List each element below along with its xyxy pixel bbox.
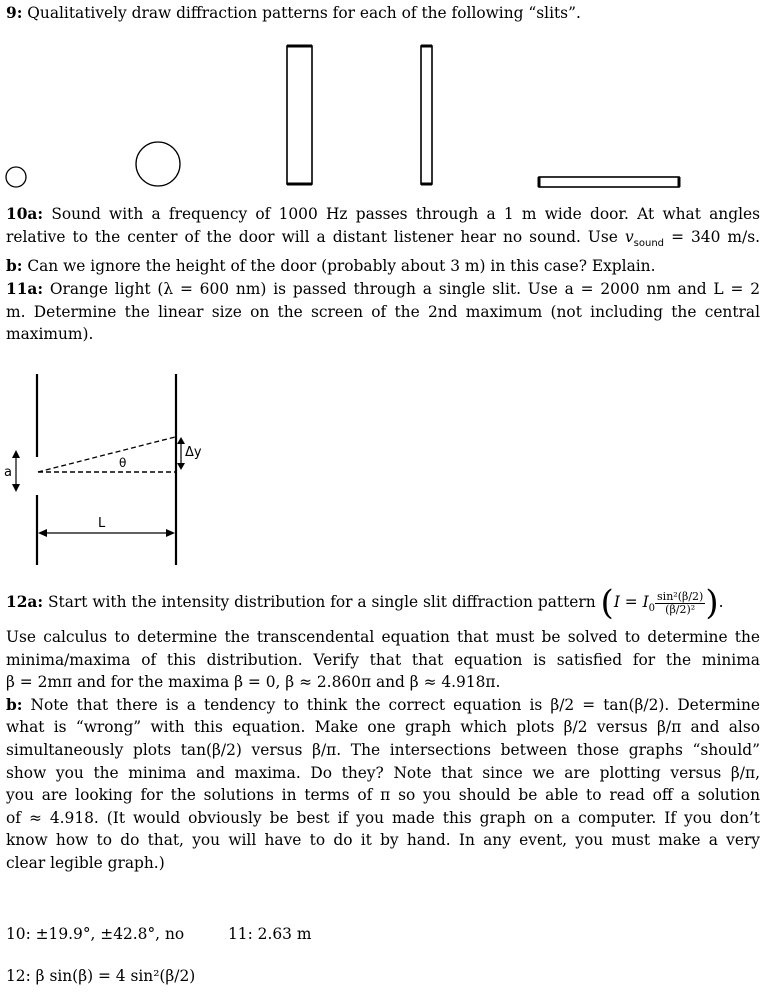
- small-circle-slit: [6, 167, 26, 187]
- answer-10-text: 10: ±19.9°, ±42.8°, no: [6, 925, 185, 943]
- answer-12-text: 12: β sin(β) = 4 sin²(β/2): [6, 967, 196, 985]
- intensity-fraction: [655, 591, 705, 616]
- problem-10a-line2-pre: relative to the center of the door will a distant listener hear no sound. Use: [6, 227, 618, 246]
- answer-11: [228, 923, 428, 946]
- problem-11: [6, 278, 760, 346]
- problem-11a-line3: maximum).: [6, 325, 94, 344]
- horizontal-slit: [539, 177, 679, 187]
- problem-12a-line4: β = 2mπ and for the maxima β = 0, β ≈ 2.860π and β ≈ 4.918π.: [6, 673, 501, 692]
- angle-dashed-line: [38, 437, 175, 472]
- formula-subscript: 0: [648, 603, 656, 615]
- label-L: L: [98, 516, 106, 531]
- problem-12b-line8: clear legible graph.): [6, 853, 165, 872]
- problem-9-text: Qualitatively draw diffraction patterns for each of the following “slits”.: [27, 4, 581, 22]
- problem-9-label: 9:: [6, 4, 23, 22]
- problem-12a-label: 12a:: [6, 593, 44, 611]
- problem-12a-line3: minima/maxima of this distribution. Verify that that equation is satisfied for the minima: [6, 650, 760, 669]
- problem-12b-line7: know how to do that, you will have to do it by hand. In any event, you must make a very: [6, 831, 760, 850]
- problem-12b-line1: Note that there is a tendency to think the correct equation is β/2 = tan(β/2). Determine: [30, 695, 760, 714]
- formula-end: .: [718, 593, 724, 611]
- problem-12-header: 12a: Start with the intensity distribution for a single slit diffraction pattern ($I = I_0$ $\frac{\text{sin²(β/2)}}{\text{(β/2)²}}$ ).: [6, 583, 724, 623]
- problem-10b-text: Can we ignore the height of the door (probably about 3 m) in this case? Explain.: [27, 257, 656, 276]
- single-slit-diagram: [0, 360, 765, 590]
- problem-12b-line6: of ≈ 4.918. (It would obviously be best if you made this graph on a computer. If you don’t: [6, 808, 760, 827]
- problem-10a-line1: Sound with a frequency of 1000 Hz passes through a 1 m wide door. At what angles: [51, 205, 760, 223]
- problem-12b-line3: simultaneously plots tan(β/2) versus β/π. The intersections between those graphs “should”: [6, 740, 760, 759]
- problem-12b-line2: what is “wrong” with this equation. Make one graph which plots β/2 versus β/π and also: [6, 718, 760, 737]
- problem-10b-label: b:: [6, 257, 23, 276]
- problem-10: [6, 203, 760, 278]
- problem-11a-label: 11a:: [6, 280, 44, 298]
- wide-tall-slit: [287, 46, 312, 184]
- velocity-subscript: sound: [633, 237, 665, 249]
- problem-10a-line2-post: = 340 m/s.: [671, 227, 760, 246]
- problem-12b-line5: you are looking for the solutions in terms of π so you should be able to read off a solution: [6, 786, 760, 805]
- fraction-denominator: (β/2)²: [665, 602, 696, 616]
- problem-12a-line2: Use calculus to determine the transcendental equation that must be solved to determine the: [6, 628, 760, 646]
- label-delta-y: Δy: [185, 445, 202, 460]
- narrow-tall-slit: [421, 46, 432, 184]
- fraction-numerator: sin²(β/2): [657, 589, 704, 603]
- problem-11a-line1: Orange light (λ = 600 nm) is passed through a single slit. Use a = 2000 nm and L = 2: [49, 280, 760, 298]
- answer-11-text: 11: 2.63 m: [228, 925, 312, 943]
- slit-shapes: [0, 0, 765, 200]
- problem-10a-label: 10a:: [6, 205, 44, 223]
- large-circle-slit: [136, 142, 180, 186]
- velocity-symbol: v: [624, 227, 634, 246]
- answer-12: [6, 965, 760, 988]
- problem-11a-line2: m. Determine the linear size on the screen of the 2nd maximum (not including the central: [6, 302, 760, 321]
- problem-12a-intro: Start with the intensity distribution for a single slit diffraction pattern: [47, 593, 596, 611]
- formula-lhs: I = I: [613, 593, 649, 611]
- label-theta: θ: [119, 456, 127, 470]
- label-a: a: [4, 465, 12, 480]
- problem-12b-label: b:: [6, 695, 23, 714]
- problem-12b-line4: show you the minima and maxima. Do they? Note that since we are plotting versus β/π,: [6, 763, 760, 782]
- problem-12-body: [6, 626, 760, 875]
